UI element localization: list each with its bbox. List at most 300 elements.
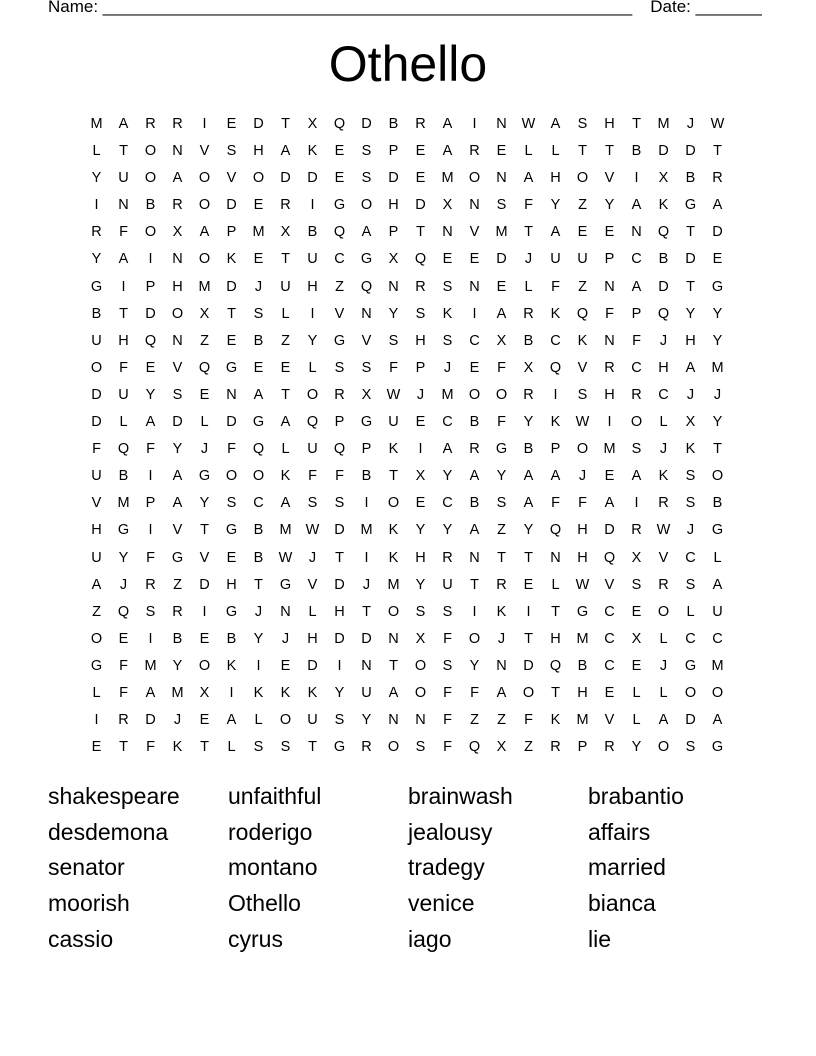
grid-letter: J (254, 603, 263, 620)
grid-letter: V (604, 576, 615, 593)
word-list-item: affairs (588, 818, 651, 845)
grid-letter: I (634, 170, 639, 187)
word-list-item: montano (228, 854, 318, 881)
grid-letter: V (604, 170, 615, 187)
grid-letter: E (334, 143, 345, 160)
grid-letter: F (92, 441, 101, 458)
grid-letter: X (280, 224, 291, 241)
grid-letter: R (415, 116, 426, 132)
grid-letter: T (524, 224, 533, 241)
grid-letter: I (526, 603, 531, 620)
grid-letter: J (578, 468, 587, 485)
grid-letter: G (198, 468, 211, 485)
grid-letter: O (711, 468, 724, 485)
grid-letter: T (578, 143, 587, 160)
grid-letter: T (686, 278, 695, 295)
grid-letter: A (631, 468, 642, 485)
grid-letter: Y (91, 170, 102, 187)
page-title: Othello (328, 36, 488, 92)
grid-letter: T (362, 603, 371, 620)
grid-letter: N (469, 549, 480, 566)
grid-letter: A (361, 224, 372, 241)
grid-letter: V (172, 522, 183, 539)
grid-letter: R (145, 116, 156, 132)
grid-letter: J (686, 116, 695, 132)
grid-letter: M (441, 386, 454, 403)
grid-letter: F (443, 630, 452, 647)
grid-letter: M (495, 224, 508, 241)
grid-letter: F (119, 359, 128, 376)
grid-letter: H (604, 116, 615, 132)
word-list (48, 778, 768, 956)
grid-letter: Y (523, 522, 534, 539)
grid-letter: G (279, 576, 292, 593)
grid-letter: M (576, 630, 589, 647)
grid-letter: T (713, 441, 722, 458)
grid-letter: Y (442, 522, 453, 539)
grid-letter: I (364, 549, 369, 566)
grid-letter: R (631, 386, 642, 403)
grid-letter: O (387, 495, 400, 512)
grid-letter: A (523, 495, 534, 512)
grid-letter: T (200, 739, 209, 756)
grid-letter: R (496, 576, 507, 593)
grid-letter: F (146, 549, 155, 566)
grid-letter: N (604, 278, 615, 295)
grid-letter: N (631, 224, 642, 241)
grid-letter: K (226, 657, 237, 674)
grid-letter: F (335, 468, 344, 485)
grid-letter: R (280, 197, 291, 214)
grid-letter: B (712, 495, 723, 512)
grid-letter: W (386, 386, 401, 403)
grid-letter: M (117, 495, 130, 512)
grid-letter: J (713, 386, 722, 403)
grid-letter: I (148, 630, 153, 647)
grid-letter: I (337, 657, 342, 674)
grid-letter: V (469, 224, 480, 241)
grid-letter: Y (685, 305, 696, 322)
grid-letter: A (442, 441, 453, 458)
grid-letter: S (577, 386, 588, 403)
grid-letter: C (334, 251, 345, 268)
header (48, 0, 762, 17)
grid-letter: Y (361, 712, 372, 729)
grid-letter: G (90, 278, 103, 295)
grid-letter: X (199, 684, 210, 701)
word-list-item: roderigo (228, 818, 313, 845)
grid-letter: O (198, 251, 211, 268)
grid-letter: C (658, 386, 669, 403)
grid-letter: A (712, 712, 723, 729)
grid-letter: K (388, 441, 399, 458)
grid-letter: R (145, 576, 156, 593)
grid-letter: O (468, 386, 481, 403)
grid-letter: A (253, 386, 264, 403)
grid-letter: K (658, 197, 669, 214)
grid-letter: K (550, 712, 561, 729)
grid-letter: A (118, 116, 129, 132)
grid-letter: A (631, 278, 642, 295)
name-field-label: Name: ________________________________________________________ (48, 0, 633, 16)
grid-letter: D (172, 414, 183, 431)
word-list-item: unfaithful (228, 783, 322, 809)
grid-letter: M (171, 684, 184, 701)
grid-letter: W (575, 414, 590, 431)
grid-letter: P (604, 251, 615, 268)
grid-letter: N (361, 305, 372, 322)
grid-letter: O (414, 684, 427, 701)
grid-letter: U (118, 386, 129, 403)
word-list-item: moorish (48, 890, 130, 917)
grid-letter: E (442, 251, 453, 268)
grid-letter: J (416, 386, 425, 403)
grid-letter: F (578, 495, 587, 512)
grid-letter: N (388, 630, 399, 647)
grid-letter: C (631, 359, 642, 376)
grid-letter: B (469, 414, 480, 431)
grid-letter: T (713, 143, 722, 160)
grid-letter: E (604, 224, 615, 241)
grid-letter: I (418, 441, 423, 458)
grid-letter: I (607, 414, 612, 431)
grid-letter: Y (523, 414, 534, 431)
grid-letter: G (711, 522, 724, 539)
grid-letter: S (226, 143, 237, 160)
grid-letter: Y (415, 576, 426, 593)
grid-letter: A (91, 576, 102, 593)
grid-letter: K (388, 549, 399, 566)
grid-letter: Y (469, 657, 480, 674)
grid-letter: R (334, 386, 345, 403)
grid-letter: T (281, 251, 290, 268)
grid-letter: M (279, 522, 292, 539)
grid-letter: I (553, 386, 558, 403)
grid-letter: X (442, 197, 453, 214)
grid-letter: S (685, 739, 696, 756)
grid-letter: A (550, 224, 561, 241)
grid-letter: R (604, 739, 615, 756)
grid-letter: J (686, 386, 695, 403)
grid-letter: A (172, 468, 183, 485)
grid-letter: M (90, 116, 103, 132)
grid-letter: N (226, 386, 237, 403)
grid-letter: D (307, 657, 318, 674)
grid-letter: F (470, 684, 479, 701)
grid-letter: T (524, 630, 533, 647)
grid-letter: K (442, 305, 453, 322)
grid-letter: Y (388, 305, 399, 322)
grid-letter: F (443, 739, 452, 756)
grid-letter: Q (549, 522, 562, 539)
grid-letter: X (496, 739, 507, 756)
grid-letter: F (119, 657, 128, 674)
grid-letter: D (226, 278, 237, 295)
word-list-item: brainwash (408, 783, 513, 809)
grid-letter: H (604, 386, 615, 403)
grid-letter: H (253, 143, 264, 160)
grid-letter: O (171, 305, 184, 322)
grid-letter: I (121, 278, 126, 295)
grid-letter: Y (604, 197, 615, 214)
grid-letter: Y (712, 414, 723, 431)
grid-letter: W (710, 116, 725, 132)
grid-letter: Z (578, 278, 587, 295)
grid-letter: J (362, 576, 371, 593)
grid-letter: L (686, 603, 695, 620)
grid-letter: H (577, 549, 588, 566)
grid-letter: B (469, 495, 480, 512)
grid-letter: F (227, 441, 236, 458)
grid-letter: Y (712, 305, 723, 322)
grid-letter: F (524, 197, 533, 214)
grid-letter: D (91, 414, 102, 431)
grid-letter: B (307, 224, 318, 241)
grid-letter: T (281, 386, 290, 403)
grid-letter: C (253, 495, 264, 512)
grid-letter: F (146, 441, 155, 458)
grid-letter: S (361, 170, 372, 187)
grid-letter: S (253, 305, 264, 322)
grid-letter: E (199, 712, 210, 729)
grid-letter: G (225, 603, 238, 620)
word-list-item: married (588, 854, 666, 881)
grid-letter: L (254, 712, 263, 729)
grid-letter: B (253, 549, 264, 566)
grid-letter: X (415, 630, 426, 647)
grid-letter: N (118, 197, 129, 214)
grid-letter: G (711, 278, 724, 295)
grid-letter: S (685, 468, 696, 485)
grid-letter: D (388, 170, 399, 187)
grid-letter: X (388, 251, 399, 268)
grid-letter: A (145, 684, 156, 701)
grid-letter: H (388, 197, 399, 214)
grid-letter: N (172, 143, 183, 160)
grid-letter: A (550, 116, 561, 132)
grid-letter: L (713, 549, 722, 566)
grid-letter: B (631, 143, 642, 160)
grid-letter: E (415, 495, 426, 512)
grid-letter: R (604, 359, 615, 376)
grid-letter: U (91, 332, 102, 349)
grid-letter: F (551, 278, 560, 295)
grid-letter: Y (91, 251, 102, 268)
grid-letter: O (468, 630, 481, 647)
grid-letter: K (253, 684, 264, 701)
grid-letter: O (279, 712, 292, 729)
grid-letter: Y (496, 468, 507, 485)
grid-letter: W (575, 576, 590, 593)
grid-letter: O (144, 224, 157, 241)
grid-letter: B (523, 332, 534, 349)
grid-letter: X (658, 170, 669, 187)
grid-letter: T (686, 224, 695, 241)
grid-letter: T (389, 468, 398, 485)
grid-letter: A (523, 170, 534, 187)
grid-letter: A (712, 576, 723, 593)
grid-letter: S (253, 739, 264, 756)
grid-letter: S (496, 495, 507, 512)
grid-letter: G (495, 441, 508, 458)
grid-letter: T (470, 576, 479, 593)
grid-letter: E (253, 197, 264, 214)
grid-letter: O (306, 386, 319, 403)
grid-letter: H (550, 170, 561, 187)
grid-letter: U (280, 278, 291, 295)
grid-letter: L (551, 143, 560, 160)
grid-letter: I (94, 197, 99, 214)
grid-letter: Q (468, 739, 481, 756)
grid-letter: L (227, 739, 236, 756)
grid-letter: U (307, 251, 318, 268)
grid-letter: X (361, 386, 372, 403)
grid-letter: T (119, 739, 128, 756)
grid-letter: D (334, 630, 345, 647)
grid-letter: R (469, 441, 480, 458)
grid-letter: G (333, 197, 346, 214)
grid-letter: S (334, 359, 345, 376)
grid-letter: O (711, 684, 724, 701)
grid-letter: Z (335, 278, 344, 295)
grid-letter: K (550, 414, 561, 431)
grid-letter: E (415, 414, 426, 431)
grid-letter: S (496, 197, 507, 214)
grid-letter: H (118, 332, 129, 349)
grid-letter: K (226, 251, 237, 268)
grid-letter: Q (603, 549, 616, 566)
grid-letter: T (254, 576, 263, 593)
grid-letter: G (576, 603, 589, 620)
grid-letter: I (256, 657, 261, 674)
grid-letter: W (656, 522, 671, 539)
grid-letter: E (226, 549, 237, 566)
grid-letter: L (524, 278, 533, 295)
grid-letter: V (307, 576, 318, 593)
grid-letter: B (118, 468, 129, 485)
grid-letter: B (172, 630, 183, 647)
word-list-item: cyrus (228, 925, 283, 952)
grid-letter: P (577, 739, 588, 756)
grid-letter: E (91, 739, 102, 756)
grid-letter: I (472, 116, 477, 132)
grid-letter: S (307, 495, 318, 512)
grid-letter: V (91, 495, 102, 512)
grid-letter: T (605, 143, 614, 160)
grid-letter: Q (360, 278, 373, 295)
grid-letter: C (604, 657, 615, 674)
grid-letter: D (523, 657, 534, 674)
grid-letter: A (199, 224, 210, 241)
grid-letter: D (712, 224, 723, 241)
grid-letter: O (90, 630, 103, 647)
grid-letter: E (631, 657, 642, 674)
grid-letter: R (658, 495, 669, 512)
grid-letter: N (280, 603, 291, 620)
grid-letter: F (443, 712, 452, 729)
grid-letter: A (442, 143, 453, 160)
grid-letter: Z (497, 522, 506, 539)
grid-letter: G (684, 197, 697, 214)
grid-letter: J (200, 441, 209, 458)
grid-letter: Q (657, 224, 670, 241)
grid-letter: O (495, 386, 508, 403)
grid-letter: D (145, 305, 156, 322)
grid-letter: D (361, 630, 372, 647)
grid-letter: P (388, 224, 399, 241)
grid-letter: Y (145, 386, 156, 403)
grid-letter: V (172, 359, 183, 376)
grid-letter: Y (415, 522, 426, 539)
grid-letter: J (659, 332, 668, 349)
grid-letter: D (226, 197, 237, 214)
grid-letter: K (685, 441, 696, 458)
grid-letter: P (361, 441, 372, 458)
grid-letter: N (442, 224, 453, 241)
grid-letter: Q (144, 332, 157, 349)
grid-letter: V (226, 170, 237, 187)
grid-letter: E (145, 359, 156, 376)
grid-letter: O (657, 739, 670, 756)
grid-letter: J (524, 251, 533, 268)
grid-letter: T (524, 549, 533, 566)
grid-letter: M (144, 657, 157, 674)
grid-letter: T (335, 549, 344, 566)
grid-letter: H (334, 603, 345, 620)
grid-letter: T (119, 143, 128, 160)
grid-letter: B (658, 251, 669, 268)
grid-letter: A (172, 170, 183, 187)
grid-letter: C (442, 414, 453, 431)
grid-letter: N (172, 332, 183, 349)
grid-letter: D (334, 522, 345, 539)
grid-letter: A (631, 197, 642, 214)
grid-letter: D (685, 143, 696, 160)
grid-letter: B (523, 441, 534, 458)
grid-letter: G (117, 522, 130, 539)
grid-letter: S (172, 386, 183, 403)
grid-letter: E (199, 386, 210, 403)
grid-letter: E (496, 278, 507, 295)
grid-letter: Y (442, 468, 453, 485)
grid-letter: L (308, 603, 317, 620)
grid-letter: L (632, 684, 641, 701)
grid-letter: N (361, 657, 372, 674)
grid-letter: U (577, 251, 588, 268)
grid-letter: R (361, 739, 372, 756)
grid-letter: S (334, 712, 345, 729)
grid-letter: K (388, 522, 399, 539)
grid-letter: D (685, 712, 696, 729)
grid-letter: I (472, 305, 477, 322)
grid-letter: Z (173, 576, 182, 593)
grid-letter: Y (199, 495, 210, 512)
grid-letter: H (91, 522, 102, 539)
grid-letter: S (226, 495, 237, 512)
grid-letter: X (685, 414, 696, 431)
grid-letter: C (631, 251, 642, 268)
word-list-item: tradegy (408, 854, 485, 881)
grid-letter: S (685, 495, 696, 512)
grid-letter: O (657, 603, 670, 620)
grid-letter: B (685, 170, 696, 187)
grid-letter: N (550, 549, 561, 566)
grid-letter: B (253, 522, 264, 539)
grid-letter: R (469, 143, 480, 160)
grid-letter: H (685, 332, 696, 349)
grid-letter: X (172, 224, 183, 241)
grid-letter: B (91, 305, 102, 322)
